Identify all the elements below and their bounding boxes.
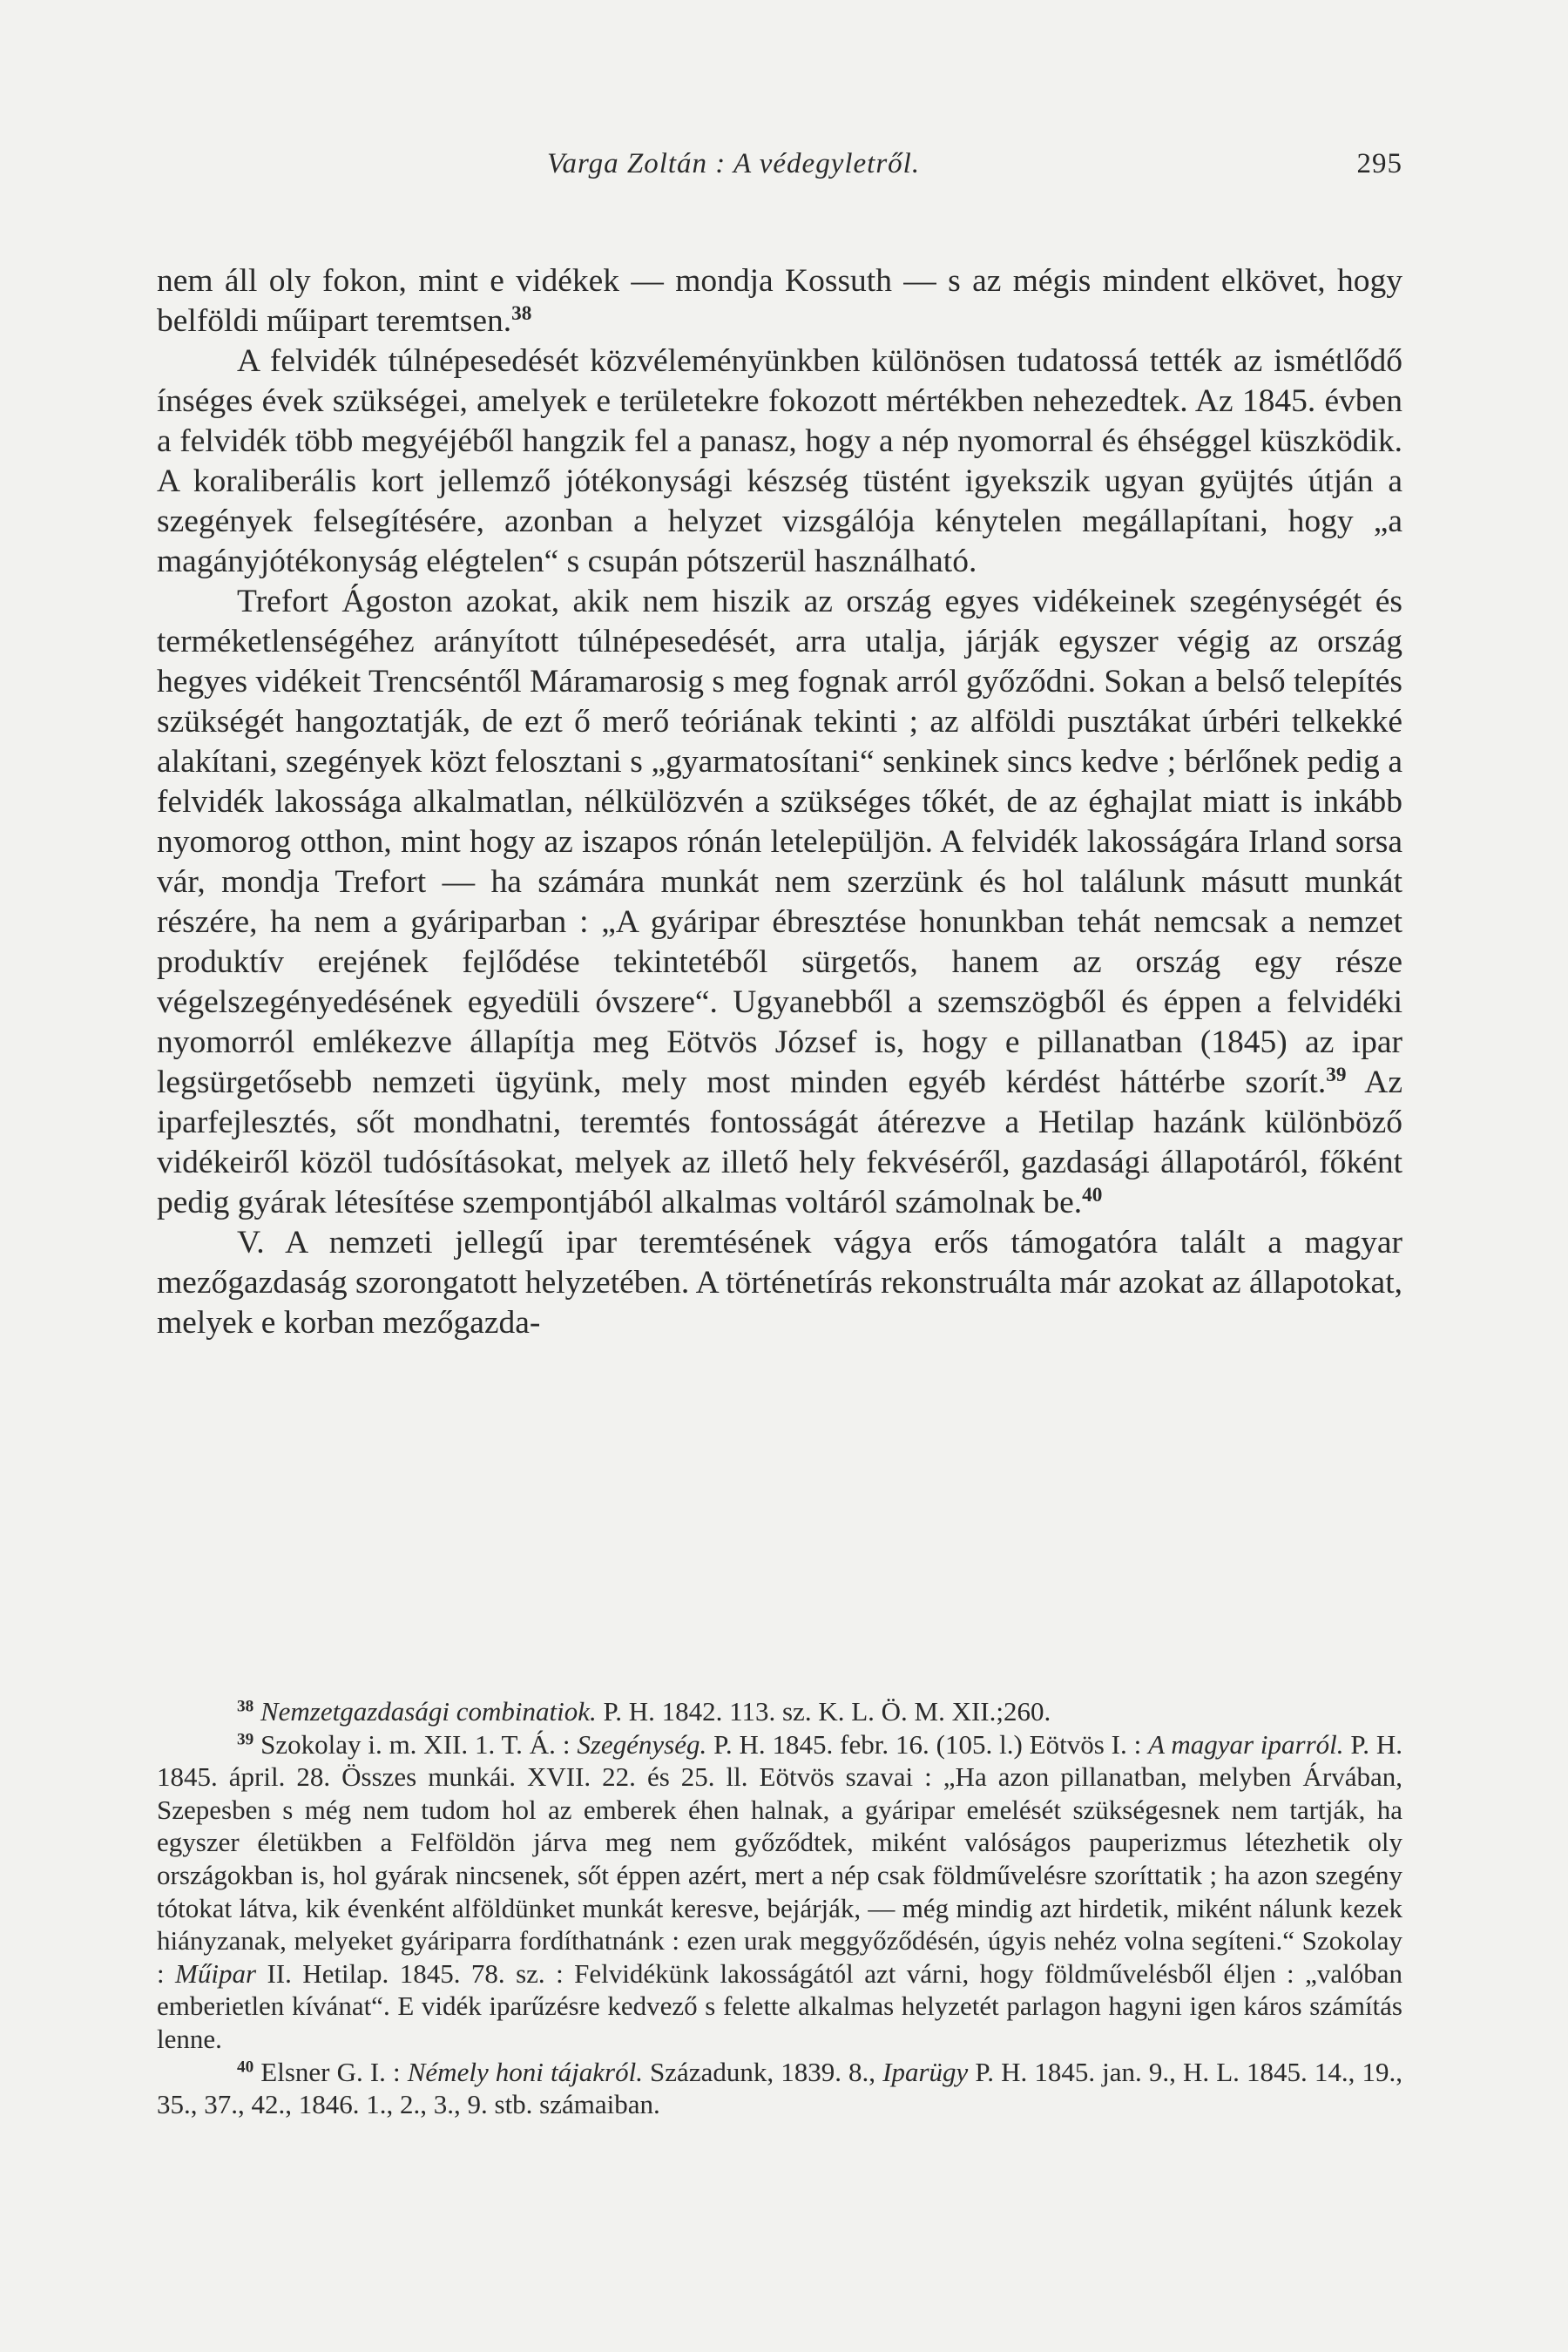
paragraph-text: Az iparfejlesztés, sőt mondhatni, teremtés fontosságát átérezve a Hetilap hazánk különböző vidékeiről közöl tudósításokat, melyek az illető hely fekvéséről, gazdasági állapotáról, főként pedig gyárak létesítése szempontjából alkalmas voltáról számolnak be. — [157, 1064, 1402, 1220]
footnote-39 — [157, 1728, 1402, 2056]
paragraph-3 — [157, 582, 1402, 1223]
paragraph-2 — [157, 341, 1402, 582]
footnote-text: II. Hetilap. 1845. 78. sz. : Felvidékünk lakosságától azt várni, hogy földművelésből éljen : „valóban emberietlen kívánat“. E vidék iparűzésre kedvező s felette alkalmas helyzetét parlagon hagyni igen káros számítás lenne. — [157, 1957, 1402, 2054]
footnote-italic-title: Szegénység. — [577, 1728, 707, 1760]
footnote-text: Elsner G. I. : — [253, 2056, 408, 2087]
footnote-italic-title: A magyar iparról. — [1148, 1728, 1344, 1760]
footnote-italic-title: Műipar — [175, 1957, 257, 1989]
footnote-text: P. H. 1845. febr. 16. (105. l.) Eötvös I. : — [706, 1728, 1149, 1760]
footnote-text: P. H. 1842. 113. sz. K. L. Ö. M. XII.;260. — [596, 1696, 1051, 1727]
footnote-40 — [157, 2056, 1402, 2121]
footnote-text — [253, 1696, 260, 1727]
footnote-number: 39 — [237, 1730, 254, 1749]
footnote-italic-title: Némely honi tájakról. — [407, 2056, 643, 2087]
page-number: 295 — [1356, 148, 1402, 179]
paragraph-text: A felvidék túlnépesedését közvéleményünkben különösen tudatossá tették az ismétlődő ínséges évek szükségei, amelyek e területekre fokozott mértékben nehezedtek. Az 1845. évben a felvidék több megyéjéből hangzik fel a panasz, hogy a nép nyomorral és éhséggel küszködik. A koraliberális kort jellemző jótékonysági készség tüstént igyekszik ugyan gyüjtés útján a szegények felsegítésére, azonban a helyzet vizsgálója kénytelen megállapítani, hogy „a magányjótékonyság elégtelen“ s csupán pótszerül használható. — [157, 343, 1402, 579]
footnotes — [157, 1695, 1402, 2121]
paragraph-1 — [157, 261, 1402, 341]
footnote-italic-title: Iparügy — [882, 2056, 969, 2087]
main-text — [157, 261, 1402, 1343]
running-head — [157, 148, 1402, 186]
running-title: Varga Zoltán : A védegyletről. — [547, 148, 921, 179]
footnote-ref-39: 39 — [1326, 1064, 1347, 1087]
paragraph-text: Trefort Ágoston azokat, akik nem hiszik az ország egyes vidékeinek szegénységét és terméketlenségéhez arányított túlnépesedését, arra utalja, járják egyszer végig az ország hegyes vidékeit Trencséntől Máramarosig s meg fognak arról győződni. Sokan a belső telepítés szükségét hangoztatják, de ezt ő merő teóriának tekinti ; az alföldi pusztákat úrbéri telkekké alakítani, szegények közt felosztani s „gyarmatosítani“ senkinek sincs kedve ; bérlőnek pedig a felvidék lakossága alkalmatlan, nélkülözvén a szükséges tőkét, de az éghajlat miatt is inkább nyomorog otthon, mint hogy az iszapos rónán letelepüljön. A felvidék lakosságára Irland sorsa vár, mondja Trefort — ha számára munkát nem szerzünk és hol találunk másutt munkát részére, ha nem a gyáriparban : „A gyáripar ébresztése honunkban tehát nemcsak a nemzet produktív erejének fejlődése tekintetéből sürgetős, hanem az ország egy része végelszegényedésének egyedüli óvszere“. Ugyanebből a szemszögből és éppen a felvidéki nyomorról emlékezve állapítja meg Eötvös József is, hogy e pillanatban (1845) az ipar legsürgetősebb nemzeti ügyünk, mely most minden egyéb kérdést háttérbe szorít. — [157, 584, 1402, 1100]
footnote-text: P. H. 1845. jan. 9., H. L. 1845. 14., 19., 35., 37., 42., 1846. 1., 2., 3., 9. stb. számaiban. — [157, 2056, 1402, 2120]
footnote-ref-38: 38 — [511, 302, 532, 326]
footnote-number: 40 — [237, 2057, 254, 2076]
footnote-38 — [157, 1695, 1402, 1728]
footnote-number: 38 — [237, 1697, 254, 1716]
paragraph-text: V. A nemzeti jellegű ipar teremtésének vágya erős támogatóra talált a magyar mezőgazdaság szorongatott helyzetében. A történetírás rekonstruálta már azokat az állapotokat, melyek e korban mezőgazda- — [157, 1225, 1402, 1341]
footnote-text: P. H. 1845. ápril. 28. Összes munkái. XVII. 22. és 25. ll. Eötvös szavai : „Ha azon pillanatban, melyben Árvában, Szepesben s még nem tudom hol az emberek éhen halnak, a gyáripar emelését szükségesnek nem tartják, ha egyszer életükben a Felföldön járva meg nem győződtek, miként valóságos pauperizmus létezhetik oly országokban is, hol gyárak nincsenek, sőt éppen azért, mert a nép csak földművelésre szoríttatik ; ha azon szegény tótokat látva, kik évenként alföldünket munkát keresve, bejárják, — még mindig azt hirdetik, miként nálunk kezek hiányzanak, melyeket gyáriparra fordíthatnánk : ezen urak meggyőződésén, úgyis nehéz volna segíteni.“ Szokolay : — [157, 1728, 1402, 1989]
paragraph-4 — [157, 1223, 1402, 1343]
footnote-italic-title: Nemzetgazdasági combinatiok. — [260, 1696, 597, 1727]
paragraph-text: nem áll oly fokon, mint e vidékek — mondja Kossuth — s az mégis mindent elkövet, hogy belföldi műipart teremtsen. — [157, 263, 1402, 339]
footnote-text: Szokolay i. m. XII. 1. T. Á. : — [253, 1728, 578, 1760]
footnote-text: Századunk, 1839. 8., — [642, 2056, 883, 2087]
footnote-ref-40: 40 — [1082, 1184, 1103, 1207]
